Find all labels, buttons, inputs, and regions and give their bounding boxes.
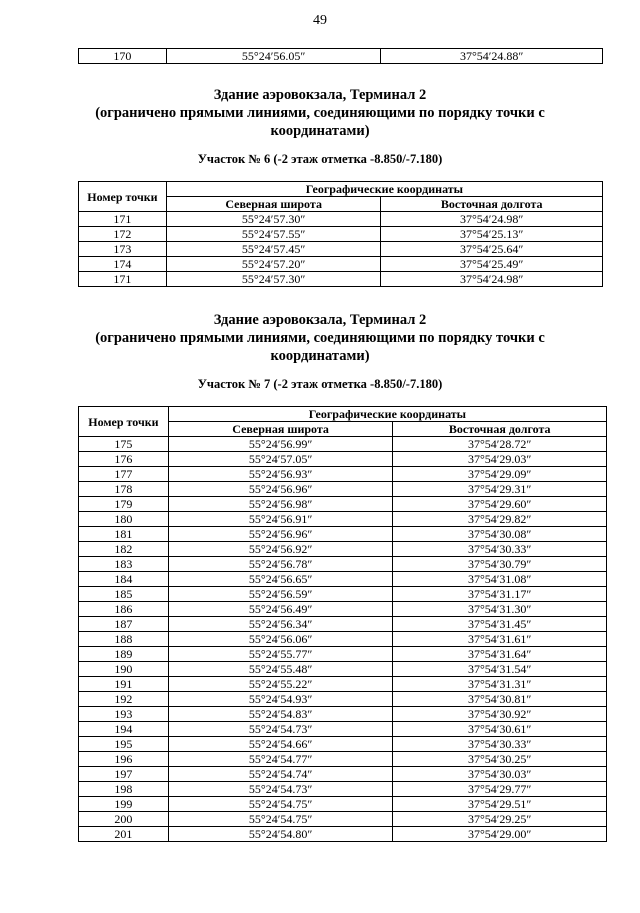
lon-cell: 37°54′29.60″ bbox=[393, 497, 607, 512]
lon-cell: 37°54′25.13″ bbox=[381, 227, 603, 242]
lon-cell: 37°54′30.79″ bbox=[393, 557, 607, 572]
lon-cell: 37°54′29.00″ bbox=[393, 827, 607, 842]
table-row bbox=[79, 527, 607, 542]
table-row bbox=[79, 617, 607, 632]
lat-cell: 55°24′55.77″ bbox=[168, 647, 393, 662]
point-cell: 171 bbox=[79, 272, 167, 287]
point-cell: 175 bbox=[79, 437, 169, 452]
point-cell: 195 bbox=[79, 737, 169, 752]
point-cell: 187 bbox=[79, 617, 169, 632]
lat-cell: 55°24′54.73″ bbox=[168, 722, 393, 737]
point-cell: 192 bbox=[79, 692, 169, 707]
table-row bbox=[79, 737, 607, 752]
lat-cell: 55°24′54.80″ bbox=[168, 827, 393, 842]
lat-cell: 55°24′56.91″ bbox=[168, 512, 393, 527]
table-row bbox=[79, 242, 603, 257]
col-lat-header: Северная широта bbox=[166, 197, 381, 212]
lat-cell: 55°24′54.83″ bbox=[168, 707, 393, 722]
col-coords-header: Географические координаты bbox=[168, 407, 606, 422]
lon-cell: 37°54′31.08″ bbox=[393, 572, 607, 587]
lat-cell: 55°24′54.77″ bbox=[168, 752, 393, 767]
lon-cell: 37°54′30.92″ bbox=[393, 707, 607, 722]
col-point-header: Номер точки bbox=[79, 182, 167, 212]
table-row bbox=[79, 572, 607, 587]
table-row bbox=[79, 452, 607, 467]
section6-subtitle: Участок № 6 (-2 этаж отметка -8.850/-7.180) bbox=[197, 152, 443, 166]
col-coords-header: Географические координаты bbox=[166, 182, 602, 197]
point-cell: 188 bbox=[79, 632, 169, 647]
lat-cell: 55°24′54.75″ bbox=[168, 812, 393, 827]
table-row bbox=[79, 587, 607, 602]
col-point-header: Номер точки bbox=[79, 407, 169, 437]
lon-cell: 37°54′29.31″ bbox=[393, 482, 607, 497]
table-row bbox=[79, 812, 607, 827]
point-cell: 178 bbox=[79, 482, 169, 497]
point-cell: 179 bbox=[79, 497, 169, 512]
section7-title-line1: Здание аэровокзала, Терминал 2 bbox=[213, 312, 427, 328]
section7-table bbox=[78, 406, 607, 842]
lat-cell: 55°24′57.55″ bbox=[166, 227, 381, 242]
point-cell: 191 bbox=[79, 677, 169, 692]
lon-cell: 37°54′29.25″ bbox=[393, 812, 607, 827]
lon-cell: 37°54′30.33″ bbox=[393, 737, 607, 752]
lon-cell: 37°54′30.08″ bbox=[393, 527, 607, 542]
lon-cell: 37°54′30.33″ bbox=[393, 542, 607, 557]
lon-cell: 37°54′30.03″ bbox=[393, 767, 607, 782]
point-cell: 199 bbox=[79, 797, 169, 812]
section6-title-line2: (ограничено прямыми линиями, соединяющими по порядку точки с bbox=[95, 105, 545, 121]
table-row bbox=[79, 647, 607, 662]
lon-cell: 37°54′24.98″ bbox=[381, 212, 603, 227]
point-cell: 196 bbox=[79, 752, 169, 767]
table-row bbox=[79, 212, 603, 227]
lat-cell: 55°24′56.96″ bbox=[168, 527, 393, 542]
point-cell: 198 bbox=[79, 782, 169, 797]
lon-cell: 37°54′31.31″ bbox=[393, 677, 607, 692]
point-cell: 183 bbox=[79, 557, 169, 572]
section7-title-line3: координатами) bbox=[270, 348, 370, 364]
point-cell: 177 bbox=[79, 467, 169, 482]
point-cell: 185 bbox=[79, 587, 169, 602]
point-cell: 182 bbox=[79, 542, 169, 557]
table-row bbox=[79, 692, 607, 707]
table-row bbox=[79, 602, 607, 617]
lat-cell: 55°24′56.06″ bbox=[168, 632, 393, 647]
section7-table-body bbox=[79, 437, 607, 842]
lon-cell: 37°54′25.49″ bbox=[381, 257, 603, 272]
table-row bbox=[79, 437, 607, 452]
table-row bbox=[79, 632, 607, 647]
table-row bbox=[79, 707, 607, 722]
table-row bbox=[79, 767, 607, 782]
section6-table bbox=[78, 181, 603, 287]
lat-cell: 55°24′56.93″ bbox=[168, 467, 393, 482]
table-row bbox=[79, 49, 603, 64]
lat-cell: 55°24′56.65″ bbox=[168, 572, 393, 587]
table-row bbox=[79, 662, 607, 677]
point-cell: 184 bbox=[79, 572, 169, 587]
lat-cell: 55°24′54.66″ bbox=[168, 737, 393, 752]
point-cell: 197 bbox=[79, 767, 169, 782]
lon-cell: 37°54′30.61″ bbox=[393, 722, 607, 737]
lon-cell: 37°54′29.09″ bbox=[393, 467, 607, 482]
table-row bbox=[79, 497, 607, 512]
lon-cell: 37°54′30.25″ bbox=[393, 752, 607, 767]
table-row bbox=[79, 827, 607, 842]
point-cell: 176 bbox=[79, 452, 169, 467]
col-lon-header: Восточная долгота bbox=[393, 422, 607, 437]
lon-cell: 37°54′28.72″ bbox=[393, 437, 607, 452]
lon-cell: 37°54′31.54″ bbox=[393, 662, 607, 677]
lon-cell: 37°54′31.17″ bbox=[393, 587, 607, 602]
lat-cell: 55°24′57.45″ bbox=[166, 242, 381, 257]
lat-cell: 55°24′54.74″ bbox=[168, 767, 393, 782]
point-cell: 193 bbox=[79, 707, 169, 722]
point-cell: 170 bbox=[79, 49, 167, 64]
lat-cell: 55°24′54.93″ bbox=[168, 692, 393, 707]
point-cell: 186 bbox=[79, 602, 169, 617]
point-cell: 194 bbox=[79, 722, 169, 737]
lat-cell: 55°24′54.75″ bbox=[168, 797, 393, 812]
lat-cell: 55°24′56.92″ bbox=[168, 542, 393, 557]
lon-cell: 37°54′24.88″ bbox=[381, 49, 603, 64]
table-row bbox=[79, 512, 607, 527]
point-cell: 201 bbox=[79, 827, 169, 842]
col-lon-header: Восточная долгота bbox=[381, 197, 603, 212]
lat-cell: 55°24′56.05″ bbox=[166, 49, 381, 64]
point-cell: 189 bbox=[79, 647, 169, 662]
lon-cell: 37°54′31.64″ bbox=[393, 647, 607, 662]
section7-subtitle: Участок № 7 (-2 этаж отметка -8.850/-7.180) bbox=[197, 377, 443, 391]
table-row bbox=[79, 467, 607, 482]
lat-cell: 55°24′56.49″ bbox=[168, 602, 393, 617]
page-number: 49 bbox=[313, 13, 327, 28]
lon-cell: 37°54′29.03″ bbox=[393, 452, 607, 467]
lat-cell: 55°24′56.96″ bbox=[168, 482, 393, 497]
point-cell: 180 bbox=[79, 512, 169, 527]
table-row bbox=[79, 482, 607, 497]
lat-cell: 55°24′57.30″ bbox=[166, 212, 381, 227]
lat-cell: 55°24′56.98″ bbox=[168, 497, 393, 512]
continuation-table bbox=[78, 48, 603, 64]
lon-cell: 37°54′29.51″ bbox=[393, 797, 607, 812]
section6-title-line1: Здание аэровокзала, Терминал 2 bbox=[213, 87, 427, 103]
lon-cell: 37°54′31.30″ bbox=[393, 602, 607, 617]
lat-cell: 55°24′57.20″ bbox=[166, 257, 381, 272]
point-cell: 181 bbox=[79, 527, 169, 542]
lat-cell: 55°24′55.48″ bbox=[168, 662, 393, 677]
table-row bbox=[79, 272, 603, 287]
lon-cell: 37°54′29.77″ bbox=[393, 782, 607, 797]
table-row bbox=[79, 752, 607, 767]
lon-cell: 37°54′24.98″ bbox=[381, 272, 603, 287]
point-cell: 171 bbox=[79, 212, 167, 227]
table-row bbox=[79, 797, 607, 812]
col-lat-header: Северная широта bbox=[168, 422, 393, 437]
lat-cell: 55°24′56.34″ bbox=[168, 617, 393, 632]
table-row bbox=[79, 782, 607, 797]
lon-cell: 37°54′31.61″ bbox=[393, 632, 607, 647]
lat-cell: 55°24′55.22″ bbox=[168, 677, 393, 692]
table-row bbox=[79, 227, 603, 242]
lat-cell: 55°24′56.59″ bbox=[168, 587, 393, 602]
section6-table-body bbox=[79, 212, 603, 287]
section6-title-line3: координатами) bbox=[270, 123, 370, 139]
point-cell: 172 bbox=[79, 227, 167, 242]
table-row bbox=[79, 677, 607, 692]
point-cell: 174 bbox=[79, 257, 167, 272]
lon-cell: 37°54′29.82″ bbox=[393, 512, 607, 527]
point-cell: 190 bbox=[79, 662, 169, 677]
point-cell: 173 bbox=[79, 242, 167, 257]
table-row bbox=[79, 722, 607, 737]
lat-cell: 55°24′57.30″ bbox=[166, 272, 381, 287]
lat-cell: 55°24′56.99″ bbox=[168, 437, 393, 452]
table-row bbox=[79, 257, 603, 272]
lat-cell: 55°24′56.78″ bbox=[168, 557, 393, 572]
lon-cell: 37°54′31.45″ bbox=[393, 617, 607, 632]
section7-title-line2: (ограничено прямыми линиями, соединяющими по порядку точки с bbox=[95, 330, 545, 346]
lat-cell: 55°24′54.73″ bbox=[168, 782, 393, 797]
table-row bbox=[79, 557, 607, 572]
lon-cell: 37°54′30.81″ bbox=[393, 692, 607, 707]
point-cell: 200 bbox=[79, 812, 169, 827]
lat-cell: 55°24′57.05″ bbox=[168, 452, 393, 467]
lon-cell: 37°54′25.64″ bbox=[381, 242, 603, 257]
table-row bbox=[79, 542, 607, 557]
